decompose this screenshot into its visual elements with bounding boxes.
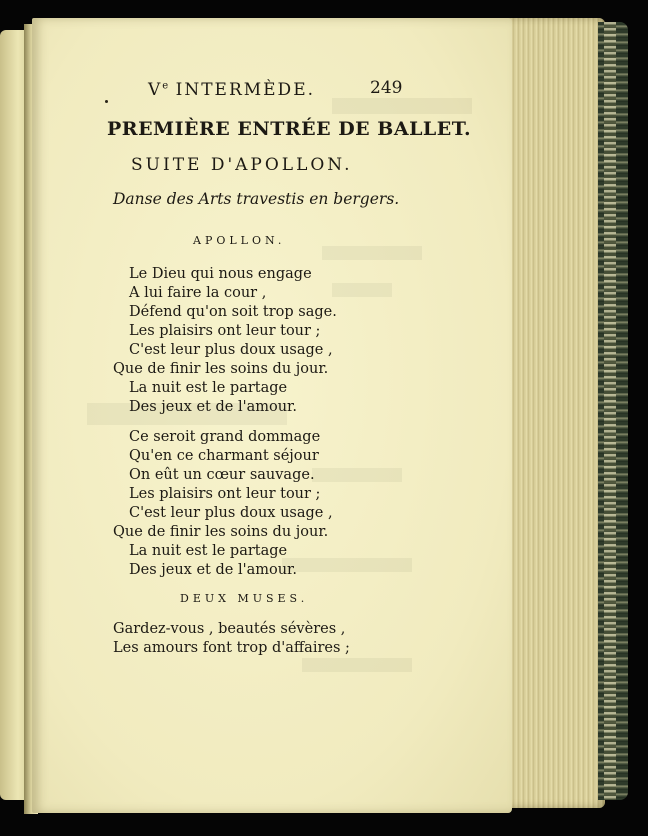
page-block-edges [505, 18, 605, 808]
verse-line: Les plaisirs ont leur tour ; [129, 323, 321, 339]
verse-line: C'est leur plus doux usage , [129, 342, 333, 358]
verse-line: C'est leur plus doux usage , [129, 505, 333, 521]
verse-line: Que de finir les soins du jour. [113, 524, 329, 540]
printer-mark [105, 100, 108, 103]
verse-line: Gardez-vous , beautés sévères , [113, 621, 346, 637]
verse-line: Des jeux et de l'amour. [129, 399, 297, 415]
verse-line: Qu'en ce charmant séjour [129, 448, 319, 464]
verse-line: Les amours font trop d'affaires ; [113, 640, 350, 656]
stage-direction: Danse des Arts travestis en bergers. [113, 190, 400, 208]
cover-decorative-trim [604, 22, 616, 800]
verse-line: Ce seroit grand dommage [129, 429, 321, 445]
verse-line: On eût un cœur sauvage. [129, 467, 315, 483]
verse-line: A lui faire la cour , [129, 285, 267, 301]
verse-line: Des jeux et de l'amour. [129, 562, 297, 578]
verse-line: Le Dieu qui nous engage [129, 266, 312, 282]
page-number: 249 [370, 78, 403, 98]
verse-line: Les plaisirs ont leur tour ; [129, 486, 321, 502]
verse-line: Défend qu'on soit trop sage. [129, 304, 337, 320]
section-title: PREMIÈRE ENTRÉE DE BALLET. [107, 118, 472, 140]
verse-line: Que de finir les soins du jour. [113, 361, 329, 377]
running-head: Ve INTERMÈDE. [148, 80, 316, 100]
speaker-apollon: APOLLON. [193, 234, 286, 247]
verse-line: La nuit est le partage [129, 380, 288, 396]
verse-line: La nuit est le partage [129, 543, 288, 559]
speaker-deux-muses: DEUX MUSES. [180, 592, 309, 605]
section-subtitle: SUITE D'APOLLON. [131, 155, 353, 175]
